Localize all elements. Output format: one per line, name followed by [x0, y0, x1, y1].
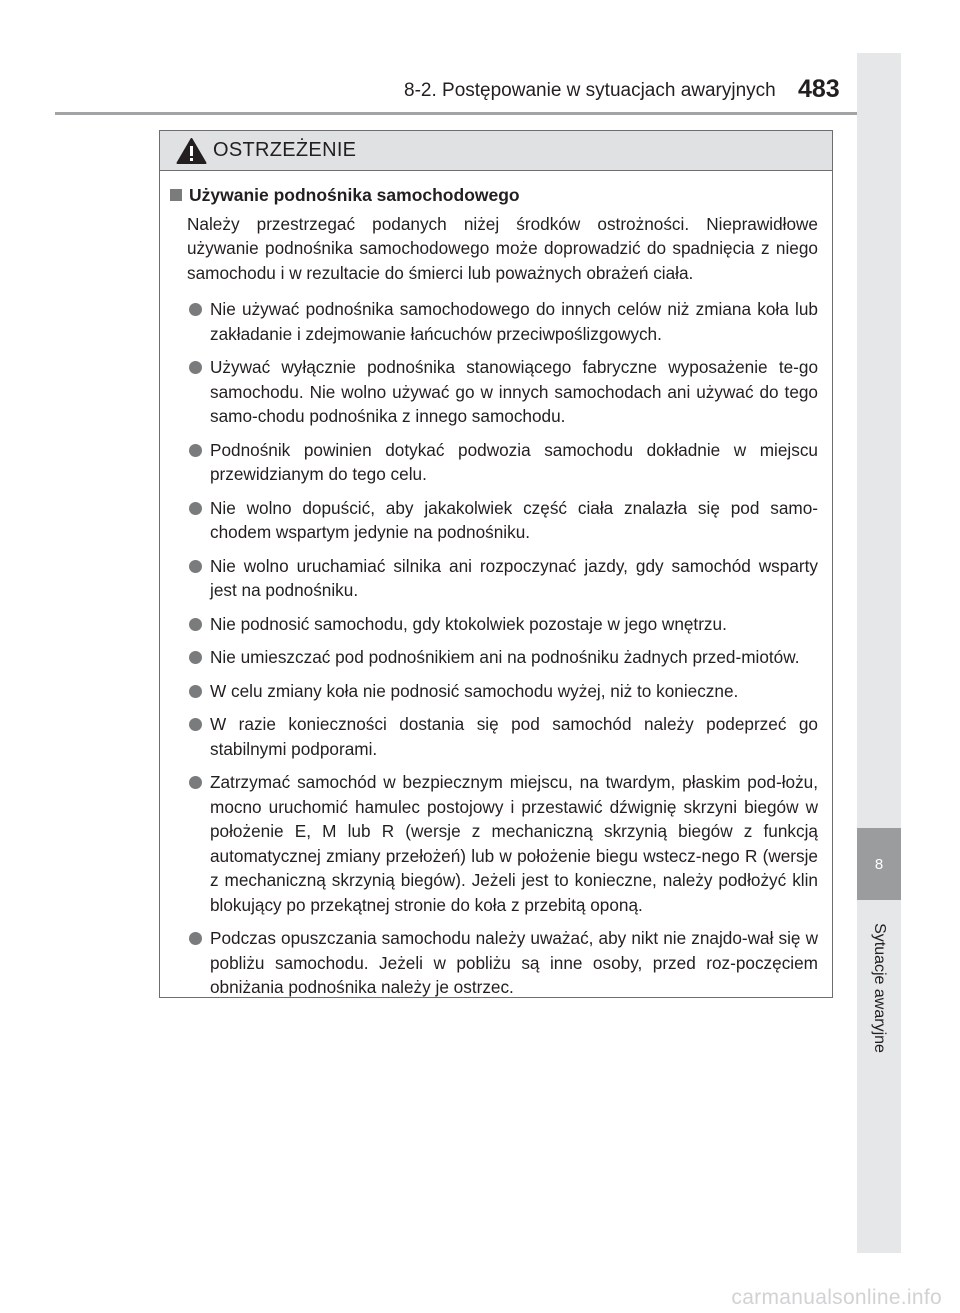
list-item	[187, 554, 818, 603]
list-item	[187, 712, 818, 761]
list-item-text: Podnośnik powinien dotykać podwozia samochodu dokładnie w miejscu przewidzianym do tego celu.	[210, 439, 818, 484]
section-title-text: Używanie podnośnika samochodowego	[189, 185, 520, 205]
list-item-text: Nie używać podnośnika samochodowego do innych celów niż zmiana koła lub zakładanie i zdejmowanie łańcuchów przeciwpoślizgowych.	[210, 299, 818, 344]
list-item-text: W razie konieczności dostania się pod samochód należy podeprzeć go stabilnymi podporami.	[210, 714, 818, 759]
bullet-dot-icon	[189, 303, 202, 316]
list-item-text: W celu zmiany koła nie podnosić samochodu wyżej, niż to konieczne.	[210, 680, 739, 701]
warning-header	[160, 131, 832, 171]
chapter-number: 8	[874, 855, 884, 873]
watermark-link[interactable]: carmanualsonline.info	[731, 1286, 942, 1309]
chapter-title-vertical	[856, 912, 902, 1064]
list-item	[187, 496, 818, 545]
list-item-text: Podczas opuszczania samochodu należy uważać, aby nikt nie znajdo-wał się w pobliżu samochodu. Jeżeli w pobliżu są inne osoby, przed roz-poczęciem obniżania podnośnika należy je ostrzec.	[210, 928, 818, 997]
running-header-title: 8-2. Postępowanie w sytuacjach awaryjnych	[404, 80, 776, 101]
bullet-dot-icon	[189, 932, 202, 945]
bullet-dot-icon	[189, 618, 202, 631]
page-number: 483	[798, 75, 840, 103]
precaution-list	[170, 297, 818, 1000]
list-item	[187, 297, 818, 346]
warning-box	[159, 130, 833, 998]
header-divider	[55, 112, 900, 115]
bullet-dot-icon	[189, 776, 202, 789]
chapter-title: Sytuacje awaryjne	[871, 923, 888, 1053]
intro-paragraph: Należy przestrzegać podanych niżej środków ostrożności. Nieprawidłowe używanie podnośnika samochodowego może doprowadzić do spadnięcia z niego samochodu i w rezultacie do śmierci lub poważnych obrażeń ciała.	[187, 213, 818, 283]
list-item-text: Nie podnosić samochodu, gdy ktokolwiek pozostaje w jego wnętrzu.	[210, 613, 727, 634]
bullet-dot-icon	[189, 560, 202, 573]
list-item	[187, 438, 818, 487]
chapter-side-tab	[857, 53, 901, 1253]
list-item	[187, 645, 818, 670]
bullet-dot-icon	[189, 718, 202, 731]
list-item	[187, 679, 818, 704]
list-item-text: Używać wyłącznie podnośnika stanowiącego fabryczne wyposażenie te-go samochodu. Nie wolno używać go w innych samochodach ani używać do tego samo-chodu podnośnika z innego samochodu.	[210, 357, 818, 426]
bullet-dot-icon	[189, 502, 202, 515]
bullet-dot-icon	[189, 444, 202, 457]
list-item	[187, 926, 818, 1000]
list-item-text: Nie wolno dopuścić, aby jakakolwiek część ciała znalazła się pod samo-chodem wspartym jedynie na podnośniku.	[210, 497, 818, 542]
warning-label: OSTRZEŻENIE	[213, 139, 357, 161]
chapter-number-box	[857, 828, 901, 900]
bullet-dot-icon	[189, 361, 202, 374]
list-item-text: Nie wolno uruchamiać silnika ani rozpoczynać jazdy, gdy samochód wsparty jest na podnośniku.	[210, 555, 818, 600]
list-item	[187, 355, 818, 429]
list-item-text: Nie umieszczać pod podnośnikiem ani na podnośniku żadnych przed-miotów.	[210, 647, 800, 667]
list-item-text: Zatrzymać samochód w bezpiecznym miejscu, na twardym, płaskim pod-łożu, mocno uruchomić hamulec postojowy i przestawić dźwignię skrzyni biegów w położenie E, M lub R (wersje z mechaniczną skrzynią biegów z funkcją automatycznej zmiany przełożeń) lub w położenie biegu wstecz-nego R (wersje z mechaniczną skrzynią biegów). Jeżeli jest to konieczne, należy podłożyć klin blokujący po przekątnej stronie do koła z przebitą oponą.	[210, 772, 818, 915]
square-bullet-icon	[170, 189, 182, 201]
warning-triangle-icon	[176, 137, 207, 165]
bullet-dot-icon	[189, 651, 202, 664]
list-item	[187, 612, 818, 637]
bullet-dot-icon	[189, 685, 202, 698]
list-item	[187, 770, 818, 917]
warning-body	[160, 171, 832, 1000]
section-title	[170, 183, 818, 208]
